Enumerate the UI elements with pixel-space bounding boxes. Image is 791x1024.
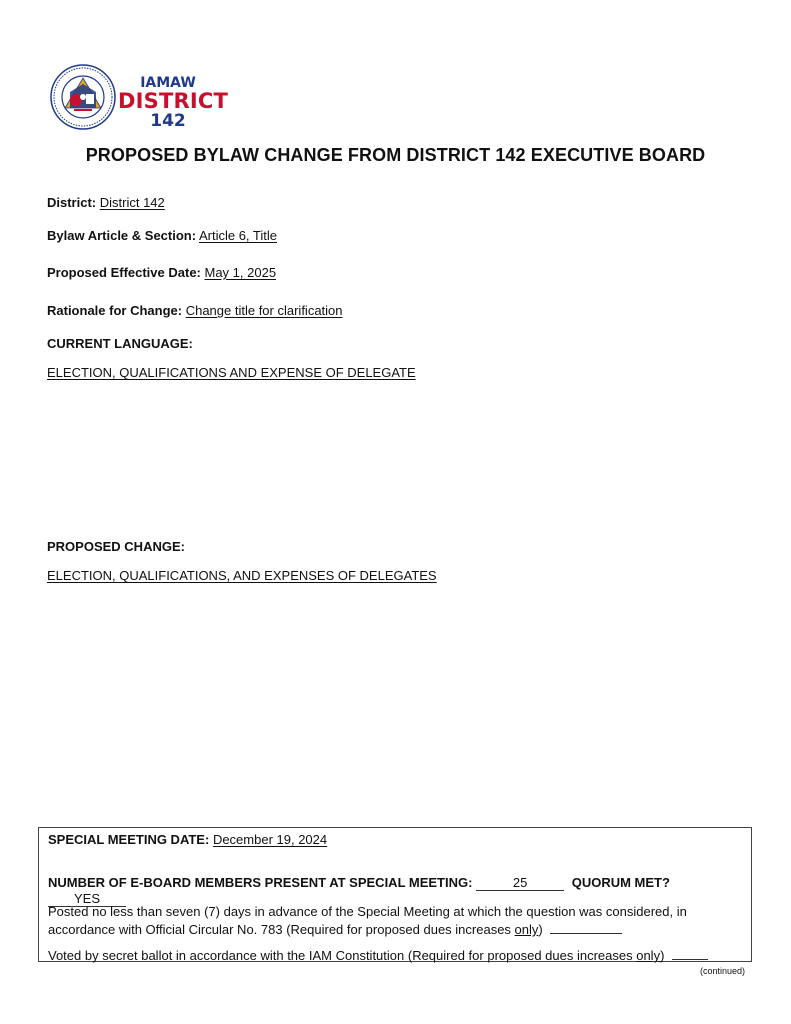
voted-blank [672,945,708,960]
voted-close: ) [660,948,665,963]
members-label: NUMBER OF E-BOARD MEMBERS PRESENT AT SPECIAL MEETING: [48,875,473,890]
meeting-date-value: December 19, 2024 [212,832,328,847]
logo-district-word: DISTRICT [118,89,229,113]
posted-note [48,904,738,937]
posted-text-line2: accordance with Official Circular No. 783 (Required for proposed dues increases [48,922,515,937]
meeting-date-row [48,832,327,847]
meeting-date-label: SPECIAL MEETING DATE: [48,832,210,847]
continued-note: (continued) [699,966,745,976]
proposed-change-heading: PROPOSED CHANGE: [47,539,185,554]
iamaw-seal-icon [50,64,116,130]
district-field [47,195,165,210]
quorum-value: YES [48,892,126,907]
effective-date-value: May 1, 2025 [204,265,277,280]
logo-org: IAMAW [140,75,196,91]
voted-only: only [636,948,661,963]
district-value: District 142 [99,195,165,210]
posted-close: ) [538,922,543,937]
article-field [47,228,277,243]
special-meeting-box [38,827,752,962]
iamaw-district-logo [50,64,229,132]
article-label: Bylaw Article & Section: [47,228,197,243]
logo-wordmark [118,75,229,131]
members-value: 25 [476,876,564,891]
posted-blank [550,919,622,934]
article-value: Article 6, Title [198,228,277,243]
current-language-heading: CURRENT LANGUAGE: [47,336,193,351]
logo-district-number: 142 [150,111,186,131]
voted-note [48,945,738,963]
rationale-label: Rationale for Change: [47,303,183,318]
district-label: District: [47,195,97,210]
current-language-text: ELECTION, QUALIFICATIONS AND EXPENSE OF DELEGATE [47,365,416,380]
effective-date-field [47,265,276,280]
members-row [48,875,751,907]
voted-text: Voted by secret ballot in accordance with the IAM Constitution (Required for proposed dues increases [48,948,637,963]
proposed-change-text: ELECTION, QUALIFICATIONS, AND EXPENSES OF DELEGATES [47,568,437,583]
quorum-label: QUORUM MET? [571,875,670,890]
document-title: PROPOSED BYLAW CHANGE FROM DISTRICT 142 EXECUTIVE BOARD [85,145,706,165]
posted-only: only [514,922,539,937]
effective-date-label: Proposed Effective Date: [47,265,201,280]
posted-text-line1: Posted no less than seven (7) days in advance of the Special Meeting at which the question was considered, in [48,904,687,919]
rationale-value: Change title for clarification [185,303,343,318]
rationale-field [47,303,343,318]
